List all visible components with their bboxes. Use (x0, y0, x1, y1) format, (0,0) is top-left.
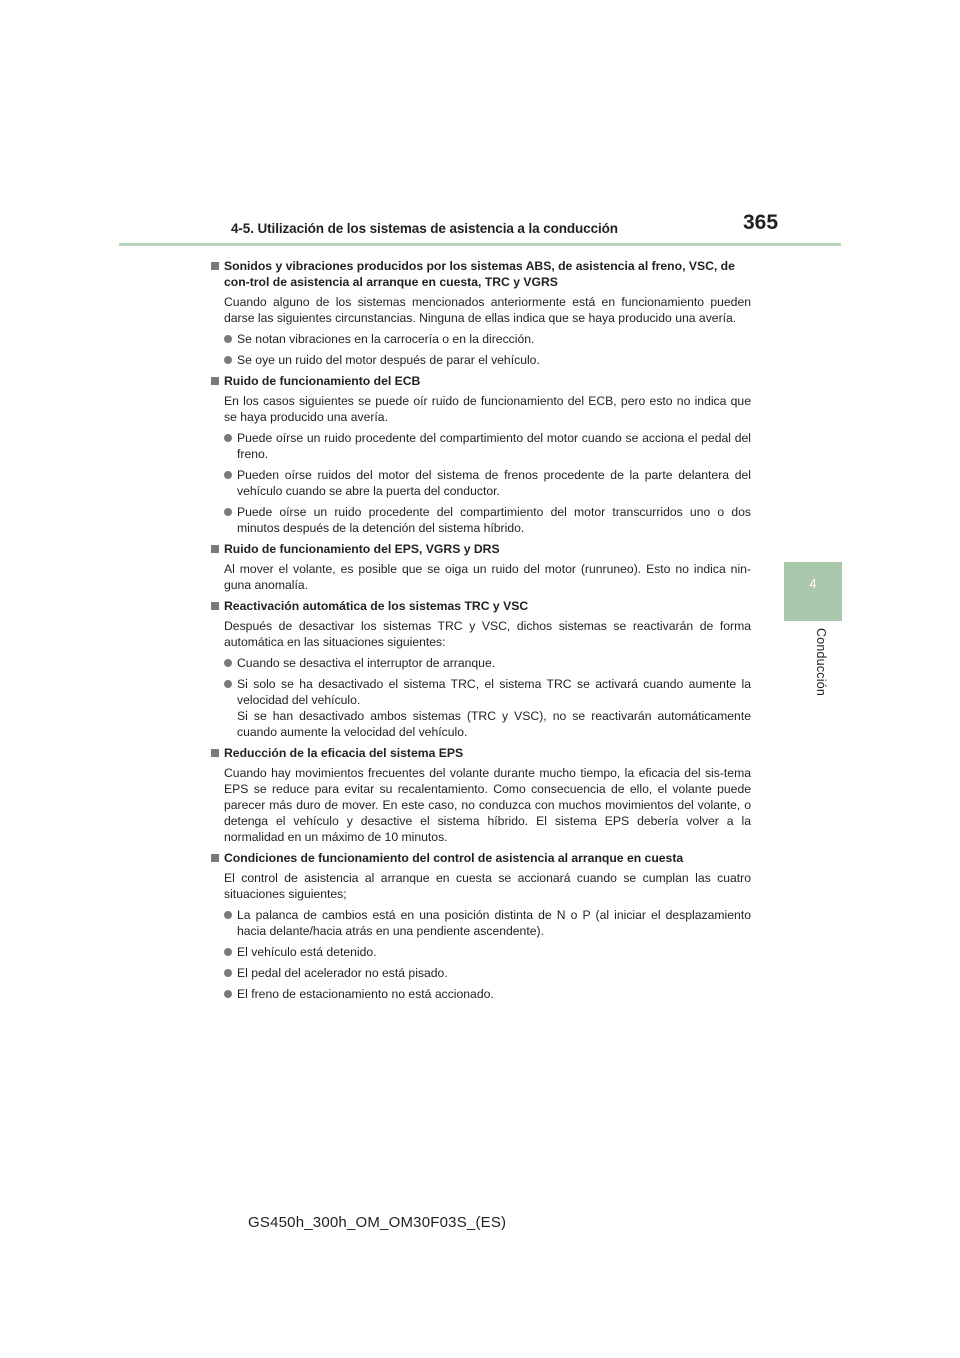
section-paragraph: En los casos siguientes se puede oír ruido de funcionamiento del ECB, pero esto no indica que se haya producido una avería. (224, 394, 751, 424)
section-heading-text: Reducción de la eficacia del sistema EPS (224, 746, 464, 760)
circle-bullet-icon (224, 990, 232, 998)
document-footer: GS450h_300h_OM_OM30F03S_(ES) (248, 1214, 507, 1231)
list-item (211, 907, 751, 939)
list-item-text: Pueden oírse ruidos del motor del sistema de frenos procedente de la parte delantera del vehículo cuando se abre la puerta del conductor. (237, 468, 751, 498)
list-item (211, 944, 751, 960)
square-bullet-icon (211, 749, 219, 757)
page-number: 365 (743, 211, 779, 234)
section-eps-noise (211, 541, 751, 593)
list-item-text: Cuando se desactiva el interruptor de arranque. (237, 656, 496, 670)
section-heading-text: Sonidos y vibraciones producidos por los sistemas ABS, de asistencia al freno, VSC, de con-trol de asistencia al arranque en cuesta, TRC y VGRS (224, 259, 735, 289)
section-heading (211, 541, 751, 557)
chapter-number: 4 (809, 576, 817, 591)
square-bullet-icon (211, 262, 219, 270)
circle-bullet-icon (224, 911, 232, 919)
list-item-continuation: Si se han desactivado ambos sistemas (TRC y VSC), no se reactivarán automáticamente cuando aumente la velocidad del vehículo. (237, 709, 751, 739)
section-heading (211, 598, 751, 614)
circle-bullet-icon (224, 434, 232, 442)
list-item-text: La palanca de cambios está en una posición distinta de N o P (al iniciar el desplazamiento hacia delante/hacia atrás en una pendiente ascendente). (237, 908, 751, 938)
section-heading-text: Ruido de funcionamiento del EPS, VGRS y DRS (224, 542, 500, 556)
list-item (211, 331, 751, 347)
circle-bullet-icon (224, 969, 232, 977)
circle-bullet-icon (224, 680, 232, 688)
section-paragraph: Al mover el volante, es posible que se oiga un ruido del motor (runruneo). Esto no indica nin-guna anomalía. (224, 562, 751, 592)
chapter-tab (784, 562, 842, 621)
square-bullet-icon (211, 602, 219, 610)
square-bullet-icon (211, 377, 219, 385)
list-item-text: El vehículo está detenido. (237, 945, 377, 959)
section-paragraph: El control de asistencia al arranque en cuesta se accionará cuando se cumplan las cuatro situaciones siguientes; (224, 871, 751, 901)
list-item-text: Puede oírse un ruido procedente del compartimiento del motor transcurridos uno o dos minutos después de la detención del sistema híbrido. (237, 505, 751, 535)
list-item-text: Se oye un ruido del motor después de parar el vehículo. (237, 353, 540, 367)
list-item (211, 986, 751, 1002)
section-ecb-noise (211, 373, 751, 536)
page-header (119, 211, 841, 246)
list-item (211, 504, 751, 536)
list-item (211, 655, 751, 671)
section-heading (211, 850, 751, 866)
section-paragraph: Cuando alguno de los sistemas mencionados anteriormente está en funcionamiento pueden darse las siguientes circunstancias. Ninguna de ellas indica que se haya producido una avería. (224, 295, 751, 325)
section-title: 4-5. Utilización de los sistemas de asistencia a la conducción (231, 221, 618, 236)
section-trc-vsc-reactivation (211, 598, 751, 740)
list-item (211, 352, 751, 368)
square-bullet-icon (211, 545, 219, 553)
section-abs-noise (211, 258, 751, 368)
section-heading-text: Ruido de funcionamiento del ECB (224, 374, 421, 388)
circle-bullet-icon (224, 508, 232, 516)
section-heading-text: Condiciones de funcionamiento del control de asistencia al arranque en cuesta (224, 851, 684, 865)
circle-bullet-icon (224, 356, 232, 364)
circle-bullet-icon (224, 471, 232, 479)
circle-bullet-icon (224, 948, 232, 956)
list-item (211, 676, 751, 740)
square-bullet-icon (211, 854, 219, 862)
section-eps-efficiency (211, 745, 751, 845)
chapter-label: Conducción (814, 628, 828, 697)
list-item-text: Se notan vibraciones en la carrocería o en la dirección. (237, 332, 535, 346)
list-item (211, 430, 751, 462)
section-heading-text: Reactivación automática de los sistemas TRC y VSC (224, 599, 529, 613)
list-item-text: El pedal del acelerador no está pisado. (237, 966, 448, 980)
section-paragraph: Cuando hay movimientos frecuentes del volante durante mucho tiempo, la eficacia del sis-tema EPS se reduce para evitar su recalentamiento. Como consecuencia de ello, el volante puede parecer más duro de mover. En este caso, no conduzca con muchos movimientos del volante, o detenga el vehículo y desactive el sistema híbrido. El sistema EPS debería volver a la normalidad en un máximo de 10 minutos. (224, 766, 751, 844)
main-content (211, 258, 751, 1007)
list-item-text: Puede oírse un ruido procedente del compartimiento del motor cuando se acciona el pedal del freno. (237, 431, 751, 461)
section-hill-start-conditions (211, 850, 751, 1002)
header-rule (119, 243, 841, 246)
list-item (211, 965, 751, 981)
circle-bullet-icon (224, 659, 232, 667)
list-item (211, 467, 751, 499)
section-heading (211, 373, 751, 389)
section-heading (211, 258, 751, 290)
list-item-text: El freno de estacionamiento no está accionado. (237, 987, 494, 1001)
section-paragraph: Después de desactivar los sistemas TRC y VSC, dichos sistemas se reactivarán de forma automática en las situaciones siguientes: (224, 619, 751, 649)
section-heading (211, 745, 751, 761)
circle-bullet-icon (224, 335, 232, 343)
list-item-text: Si solo se ha desactivado el sistema TRC, el sistema TRC se activará cuando aumente la velocidad del vehículo. (237, 677, 751, 707)
